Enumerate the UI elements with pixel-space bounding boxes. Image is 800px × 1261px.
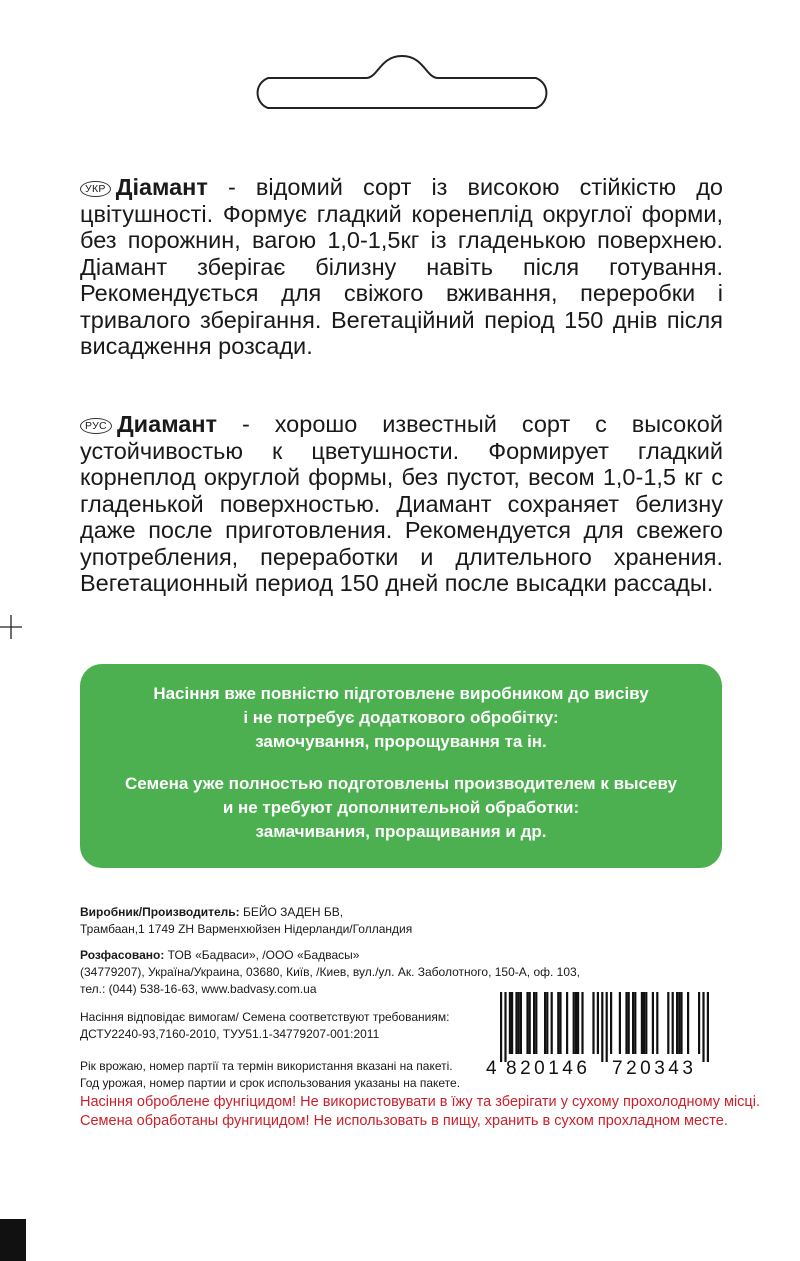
packer-contacts: тел.: (044) 538-16-63, www.badvasy.com.ua: [80, 982, 317, 996]
notice-ua-line: Насіння вже повністю підготовлене виробником до висіву: [153, 684, 649, 703]
registration-mark: [0, 615, 22, 639]
description-text-ru: - хорошо известный сорт с высокой устойчивостью к цветушности. Формирует гладкий корнеплод округлой формы, без пустот, весом 1,0-1,5 кг с гладенькой поверхностью. Диамант сохраняет белизну даже после приготовления. Рекомендуется для свежего употребления, переработки и длительного хранения. Вегетационный период 150 дней после высадки рассады.: [80, 411, 723, 596]
producer-label: Виробник/Производитель:: [80, 905, 240, 919]
language-badge-ukr: УКР: [80, 181, 111, 197]
barcode-bar: [628, 992, 630, 1054]
barcode-bar: [520, 992, 522, 1054]
barcode-bar: [533, 992, 535, 1054]
hang-hole-outline: [246, 54, 558, 110]
barcode-bar: [610, 992, 612, 1054]
warning-line-ua: Насіння оброблене фунгіцидом! Не використовувати в їжу та зберігати у сухому прохолодному місці.: [80, 1094, 760, 1110]
barcode-bar: [544, 992, 546, 1054]
standards-line: Насіння відповідає вимогам/ Семена соответствуют требованиям:: [80, 1010, 450, 1024]
barcode-bar: [515, 992, 517, 1054]
seed-preparation-notice: [80, 664, 722, 868]
barcode-bar: [518, 992, 520, 1054]
barcode-bar: [573, 992, 575, 1054]
barcode-bar: [656, 992, 658, 1054]
variety-name-ru: Диамант: [116, 411, 218, 437]
language-badge-rus: РУС: [80, 418, 112, 434]
notice-ukrainian: [80, 682, 722, 754]
packer-info: [80, 947, 580, 998]
producer-info: [80, 904, 412, 938]
print-corner-mark: [0, 1219, 26, 1261]
ean13-barcode: [484, 992, 724, 1078]
harvest-line-ru: Год урожая, номер партии и срок использования указаны на пакете.: [80, 1076, 461, 1090]
barcode-bar: [652, 992, 654, 1054]
barcode-bar: [535, 992, 537, 1054]
packer-label: Розфасовано:: [80, 948, 165, 962]
barcode-bar: [687, 992, 689, 1054]
barcode-bar: [676, 992, 678, 1054]
warning-line-ru: Семена обработаны фунгицидом! Не использовать в пищу, хранить в сухом прохладном месте.: [80, 1113, 728, 1129]
barcode-bar: [606, 992, 608, 1062]
barcode-bar: [601, 992, 603, 1062]
barcode-digits-right: 720343: [612, 1058, 697, 1078]
notice-ru-line: Семена уже полностью подготовлены производителем к высеву: [125, 774, 677, 793]
notice-ru-line: замачивания, проращивания и др.: [255, 822, 547, 841]
barcode-bar: [509, 992, 511, 1054]
barcode-bar: [577, 992, 579, 1054]
fungicide-warning: [80, 1093, 760, 1131]
barcode-bar: [645, 992, 647, 1054]
barcode-bar: [511, 992, 513, 1054]
barcode-bar: [597, 992, 599, 1054]
barcode-bar: [634, 992, 636, 1054]
barcode-bar: [698, 992, 700, 1054]
harvest-info: [80, 1058, 460, 1092]
description-ukrainian: [80, 174, 723, 360]
barcode-bar: [546, 992, 548, 1054]
description-text-ua: - відомий сорт із високою стійкістю до цвітушності. Формує гладкий коренеплід округлої форми, без порожнин, вагою 1,0-1,5кг із гладенькою поверхнею. Діамант зберігає білизну навіть після готування. Рекомендується для свіжого вживання, переробки і тривалого зберігання. Вегетаційний період 150 днів після висадження розсади.: [80, 174, 723, 359]
barcode-bar: [641, 992, 643, 1054]
barcode-bar: [575, 992, 577, 1054]
barcode-bar: [667, 992, 669, 1054]
notice-ua-line: і не потребує додаткового обробітку:: [243, 708, 559, 727]
standards-info: [80, 1009, 449, 1043]
barcode-bar: [559, 992, 561, 1054]
harvest-line-ua: Рік врожаю, номер партії та термін використання вказані на пакеті.: [80, 1059, 453, 1073]
variety-name-ua: Діамант: [115, 174, 208, 200]
barcode-digits-left: 820146: [506, 1058, 591, 1078]
description-russian: [80, 411, 723, 597]
notice-ua-line: замочування, пророщування та ін.: [255, 732, 547, 751]
barcode-bar: [678, 992, 680, 1054]
barcode-bar: [504, 992, 506, 1062]
barcode-digit-first: 4: [486, 1058, 497, 1078]
barcode-bar: [672, 992, 674, 1054]
barcode-bar: [592, 992, 594, 1054]
producer-name: БЕЙО ЗАДЕН БВ,: [239, 905, 344, 919]
barcode-bar: [526, 992, 528, 1054]
packer-company: ТОВ «Бадваси», /ООО «Бадвасы»: [164, 948, 360, 962]
barcode-bar: [581, 992, 583, 1054]
barcode-bar: [557, 992, 559, 1054]
barcode-bar: [643, 992, 645, 1054]
barcode-bar: [551, 992, 553, 1054]
notice-russian: [80, 772, 722, 844]
barcode-bar: [702, 992, 704, 1062]
barcode-bars: [500, 992, 709, 1062]
barcode-bar: [566, 992, 568, 1054]
barcode-bar: [707, 992, 709, 1062]
barcode-bar: [500, 992, 502, 1062]
packer-address: (34779207), Україна/Украина, 03680, Київ, /Киев, вул./ул. Ак. Заболотного, 150-А, оф. 103,: [80, 965, 581, 979]
barcode-bar: [529, 992, 531, 1054]
barcode-bar: [619, 992, 621, 1054]
notice-ru-line: и не требуют дополнительной обработки:: [222, 798, 580, 817]
producer-address: Трамбаан,1 1749 ZH Варменхюйзен Нідерланди/Голландия: [80, 922, 413, 936]
standards-codes: ДСТУ2240-93,7160-2010, ТУУ51.1-34779207-001:2011: [80, 1027, 380, 1041]
barcode-bar: [632, 992, 634, 1054]
barcode-bar: [680, 992, 682, 1054]
barcode-bar: [625, 992, 627, 1054]
